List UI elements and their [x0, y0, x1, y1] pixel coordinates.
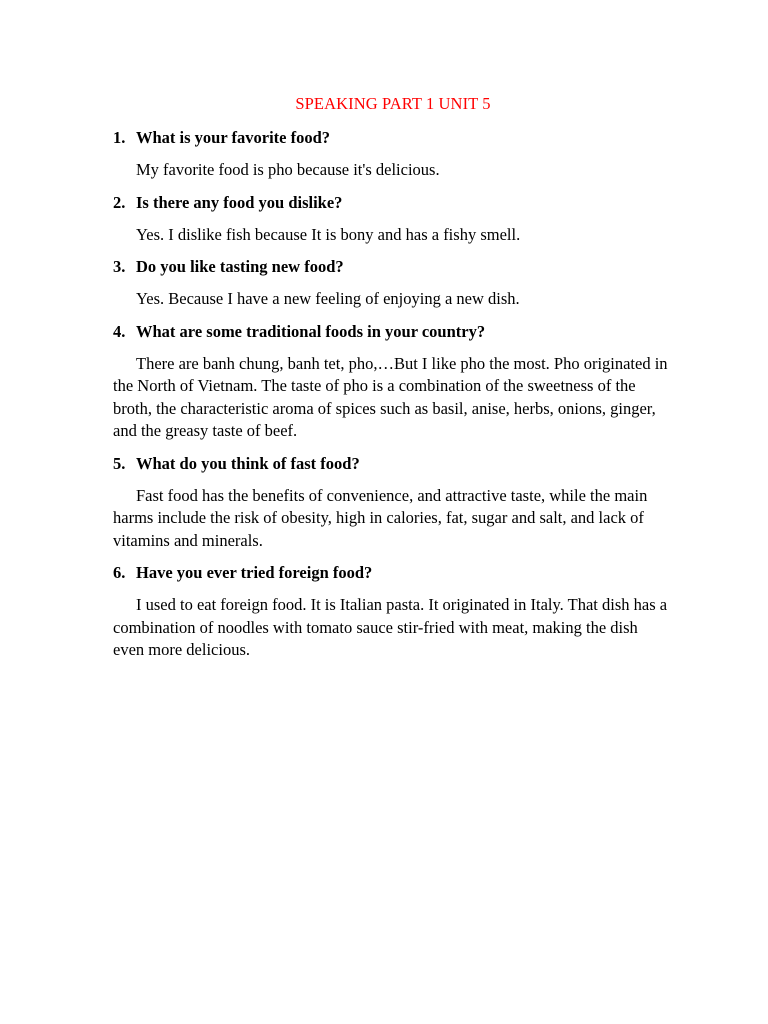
document-title: SPEAKING PART 1 UNIT 5 — [295, 94, 491, 113]
qa-item — [113, 562, 673, 662]
question — [113, 562, 673, 584]
qa-item — [113, 453, 673, 553]
document-page — [113, 94, 673, 672]
answer-text: Yes. I dislike fish because It is bony and has a fishy smell. — [136, 224, 521, 244]
qa-item — [113, 321, 673, 443]
question-text: What are some traditional foods in your country? — [136, 321, 486, 341]
qa-item — [113, 127, 673, 182]
question — [113, 256, 673, 278]
qa-item — [113, 192, 673, 247]
question-text: What is your favorite food? — [136, 128, 331, 147]
question-number: 2. — [113, 192, 126, 212]
question — [113, 453, 673, 475]
question-number: 6. — [113, 563, 126, 582]
answer-text: My favorite food is pho because it's delicious. — [136, 160, 440, 179]
question-number: 4. — [113, 321, 126, 341]
answer-text: There are banh chung, banh tet, pho,…But I like pho the most. Pho originated in the North of Vietnam. The taste of pho is a combination of the sweetness of the broth, the characteristic aroma of spices such as basil, anise, herbs, onions, ginger, and the greasy taste of beef. — [113, 353, 668, 440]
question-text: Have you ever tried foreign food? — [136, 563, 373, 582]
answer-text: Fast food has the benefits of convenience, and attractive taste, while the main harms include the risk of obesity, high in calories, fat, sugar and salt, and lack of vitamins and minerals. — [113, 485, 648, 550]
question-text: What do you think of fast food? — [136, 453, 360, 473]
qa-item — [113, 256, 673, 311]
question-number: 5. — [113, 453, 126, 473]
answer-text: I used to eat foreign food. It is Italian pasta. It originated in Italy. That dish has a combination of noodles with tomato sauce stir-fried with meat, making the dish even more delicious. — [113, 595, 668, 659]
question — [113, 192, 673, 214]
answer-text: Yes. Because I have a new feeling of enjoying a new dish. — [136, 289, 520, 308]
question-text: Do you like tasting new food? — [136, 257, 344, 276]
question — [113, 321, 673, 343]
question-text: Is there any food you dislike? — [136, 192, 343, 212]
question — [113, 127, 673, 149]
question-number: 1. — [113, 128, 126, 147]
question-number: 3. — [113, 257, 126, 276]
qa-list — [113, 127, 673, 662]
